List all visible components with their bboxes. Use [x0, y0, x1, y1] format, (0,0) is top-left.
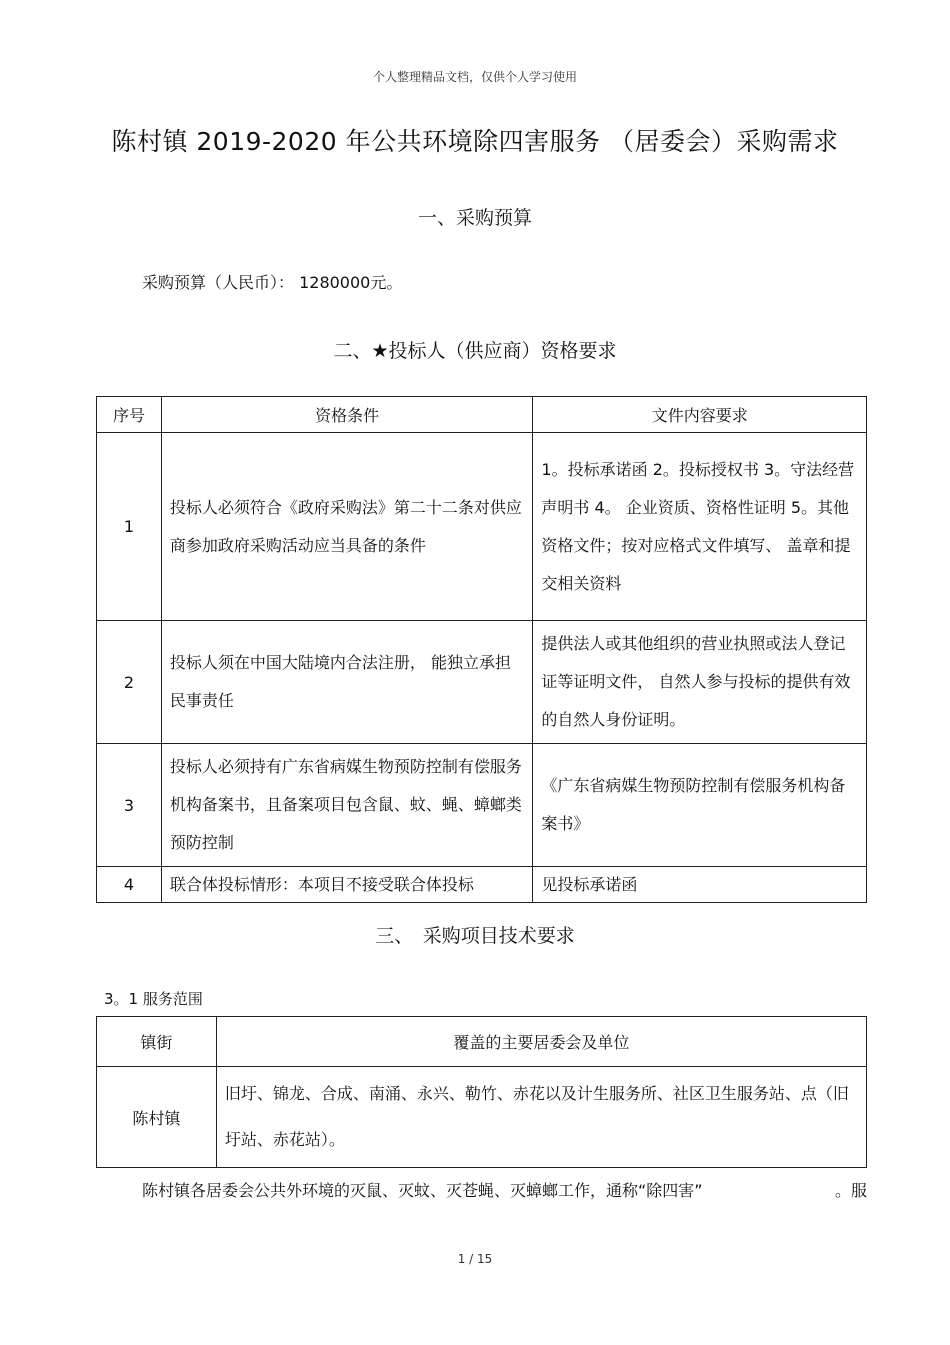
budget-text: 采购预算（人民币）： 1280000元。 [142, 273, 403, 292]
section-heading-qualification: 二、★投标人（供应商）资格要求 [333, 340, 617, 362]
row-requirement: 提供法人或其他组织的营业执照或法人登记证等证明文件， 自然人参与投标的提供有效的自然人身份证明。 [533, 621, 867, 744]
table-row [97, 1067, 867, 1168]
sub-heading-service-scope: 3。1 服务范围 [104, 990, 203, 1008]
row-condition: 投标人必须持有广东省病媒生物预防控制有偿服务机构备案书，且备案项目包含鼠、蚊、蝇、蟑螂类预防控制 [161, 744, 533, 867]
paragraph-text: 陈村镇各居委会公共外环境的灭鼠、灭蚊、灭苍蝇、灭蟑螂工作，通称“除四害” [142, 1181, 703, 1200]
service-scope-table [96, 1016, 867, 1168]
row-condition: 投标人必须符合《政府采购法》第二十二条对供应商参加政府采购活动应当具备的条件 [161, 433, 533, 621]
table-row [97, 433, 867, 621]
row-units: 旧圩、锦龙、合成、南涌、永兴、勒竹、赤花以及计生服务所、社区卫生服务站、点（旧圩站、赤花站）。 [216, 1067, 866, 1168]
row-condition: 联合体投标情形：本项目不接受联合体投标 [161, 867, 533, 903]
document-title: 陈村镇 2019-2020 年公共环境除四害服务 （居委会）采购需求 [111, 127, 839, 156]
page-number: 1 / 15 [457, 1252, 493, 1266]
row-no: 4 [97, 867, 162, 903]
row-no: 1 [97, 433, 162, 621]
table-row [97, 744, 867, 867]
row-town: 陈村镇 [97, 1067, 217, 1168]
table-row [97, 867, 867, 903]
header-cell-units: 覆盖的主要居委会及单位 [216, 1017, 866, 1067]
row-no: 2 [97, 621, 162, 744]
section-heading-technical: 三、 采购项目技术要求 [375, 925, 575, 947]
table-header-row [97, 1017, 867, 1067]
table-row [97, 621, 867, 744]
row-requirement: 1。投标承诺函 2。投标授权书 3。守法经营声明书 4。 企业资质、资格性证明 5。其他资格文件；按对应格式文件填写、 盖章和提交相关资料 [533, 433, 867, 621]
section-heading-budget: 一、采购预算 [417, 207, 532, 229]
watermark-header: 个人整理精品文档，仅供个人学习使用 [372, 70, 577, 84]
header-cell-town: 镇街 [97, 1017, 217, 1067]
row-condition: 投标人须在中国大陆境内合法注册， 能独立承担民事责任 [161, 621, 533, 744]
row-requirement: 见投标承诺函 [533, 867, 867, 903]
header-cell-condition: 资格条件 [161, 397, 533, 433]
header-cell-no: 序号 [97, 397, 162, 433]
table-header-row [97, 397, 867, 433]
row-requirement: 《广东省病媒生物预防控制有偿服务机构备案书》 [533, 744, 867, 867]
paragraph-tail: 。服 [834, 1181, 867, 1200]
qualification-table [96, 396, 867, 903]
body-paragraph [142, 1178, 867, 1201]
row-no: 3 [97, 744, 162, 867]
header-cell-requirement: 文件内容要求 [533, 397, 867, 433]
